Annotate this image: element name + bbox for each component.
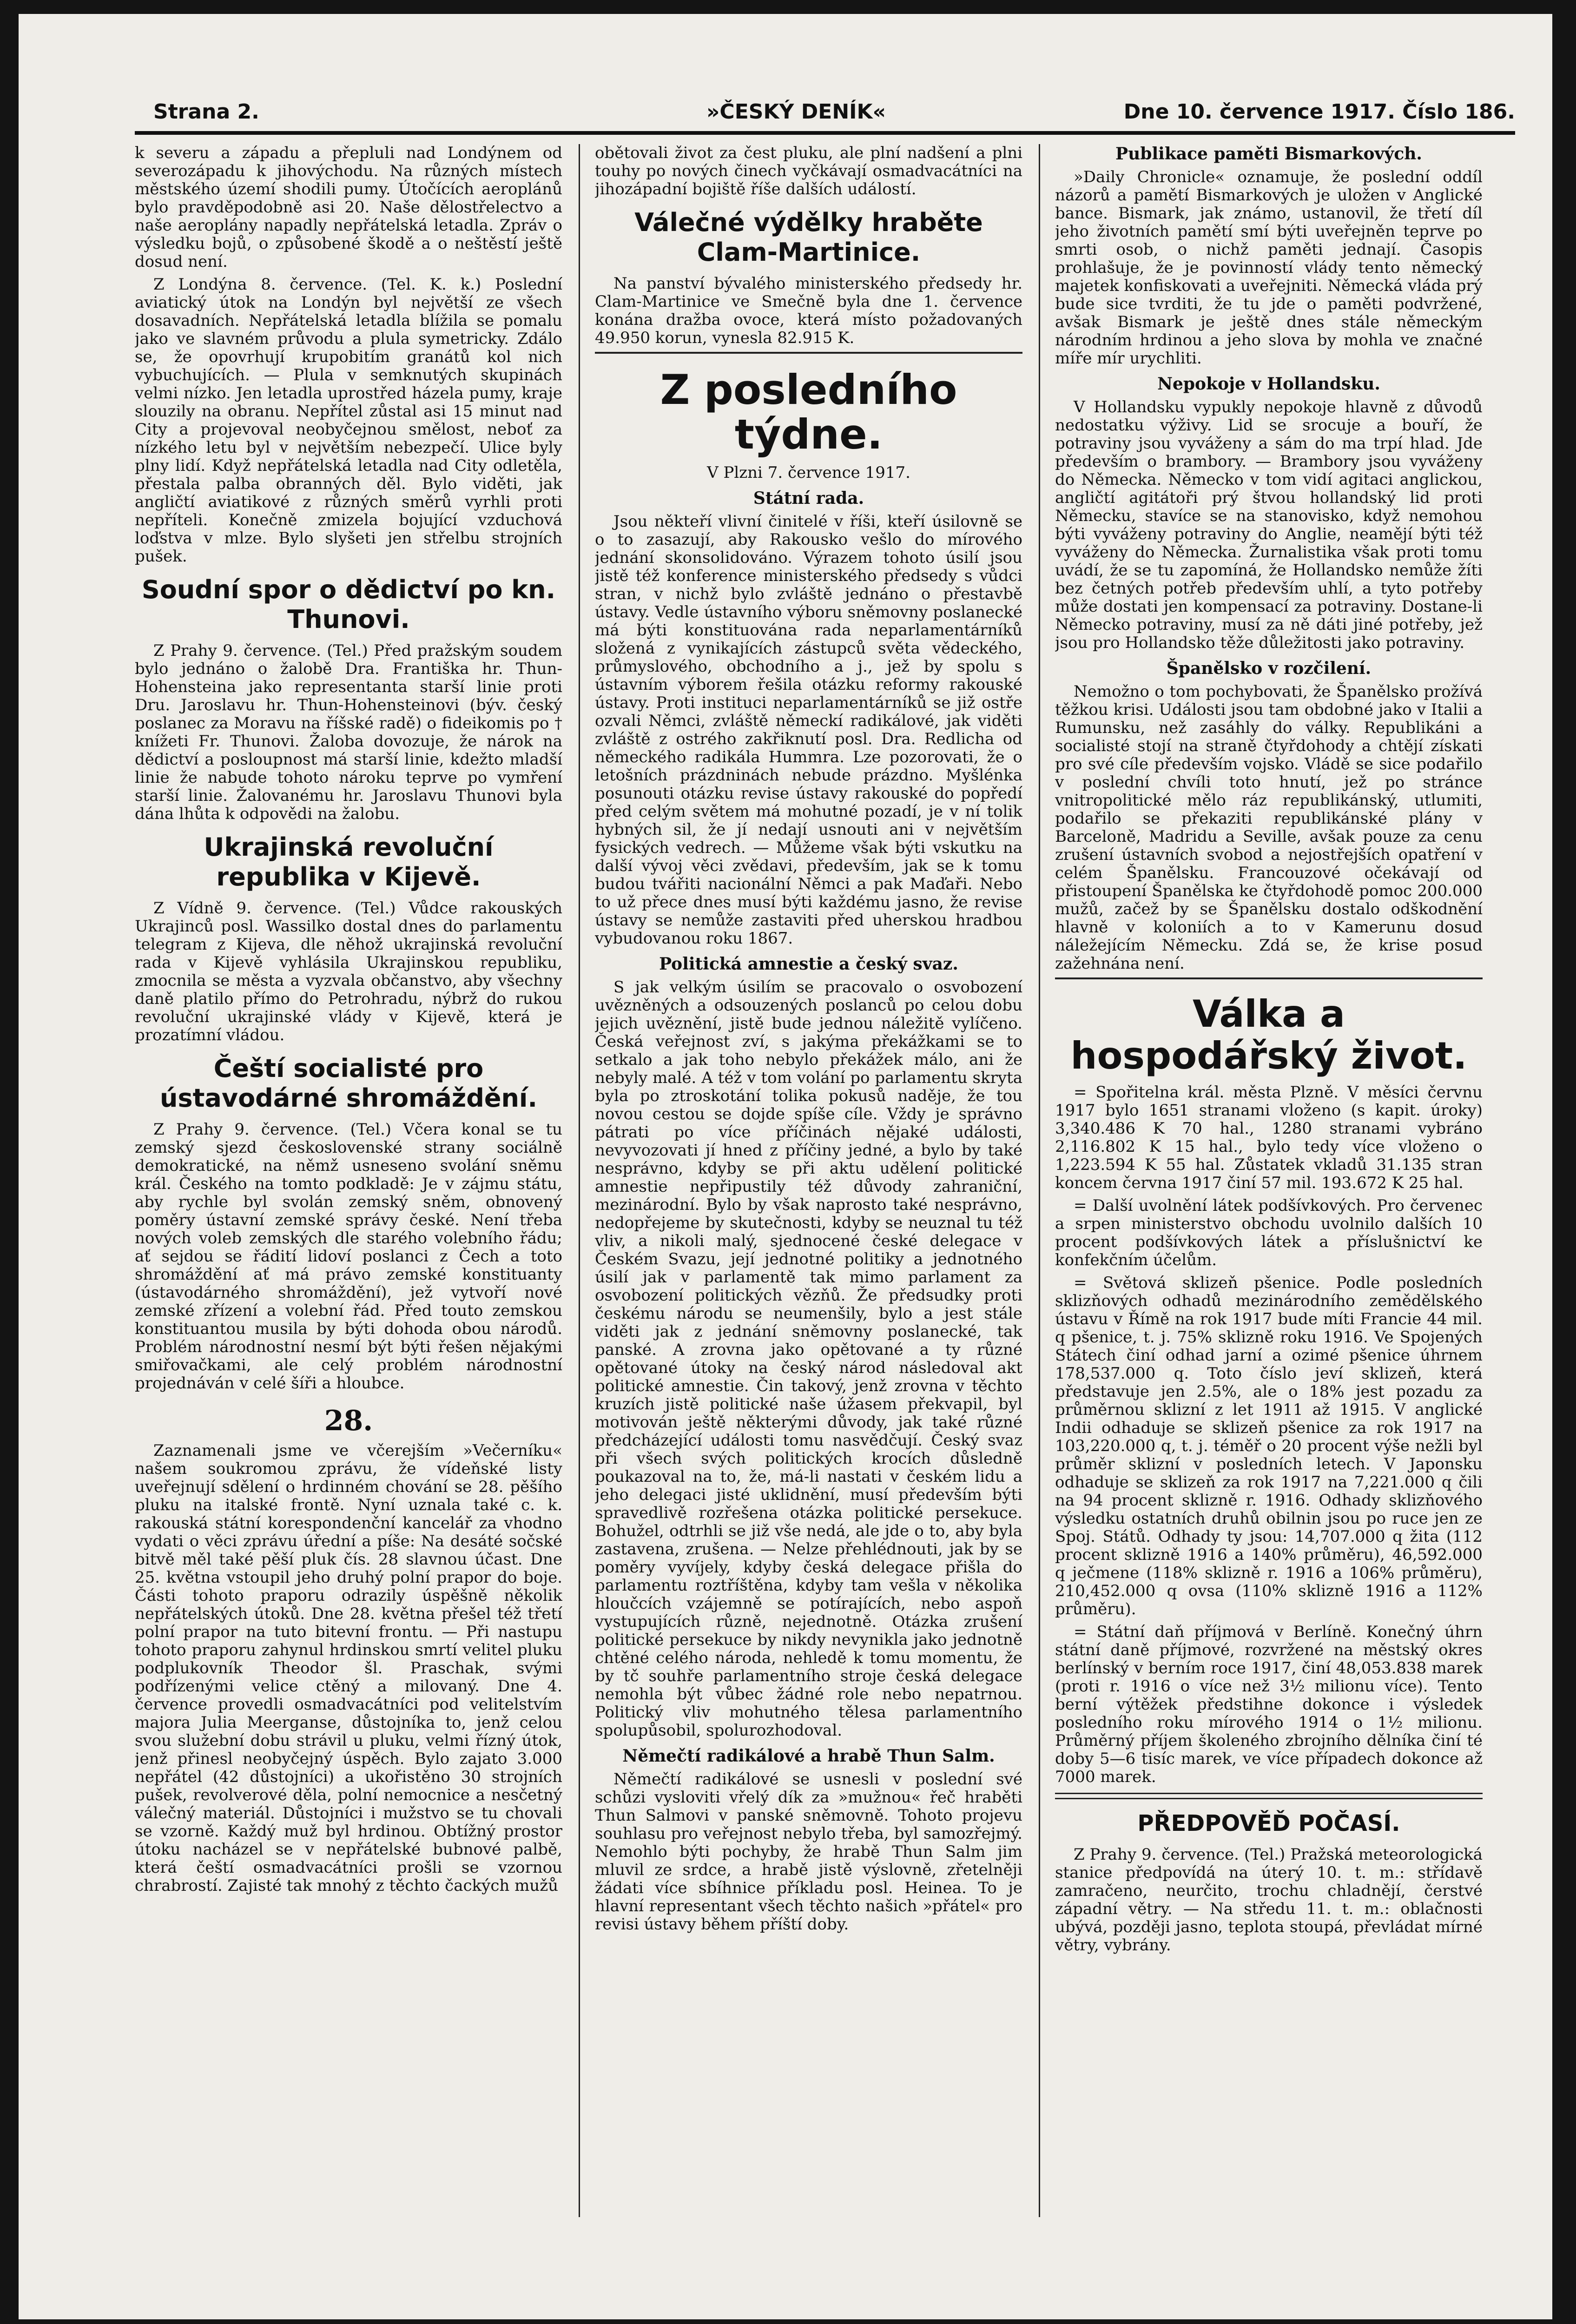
article-paragraph: V Hollandsku vypukly nepokoje hlavně z důvodů nedostatku výživy. Lid se srocuje a bouří, že potraviny jsou vyváženy a sám do ma trpí hlad. Jde především o brambory. — Brambory jsou vyváženy do Německa. Německo v tom vidí agitaci anglickou, angličtí agitátoři prý štvou hollandský lid proti Německu, stavíce se na stanovisko, když nemohou býti vyváženy potraviny do Anglie, neamějí býti též vyváženy do Německa. Žurnalistika však proti tomu uvádí, že se tu zapomíná, že Hollandsko nemůže žíti bez četných potřeb především uhlí, a tyto potřeby může dostati jen kompensací za potraviny. Dostane-li Německo potraviny, musí za ně dáti jiné potřeby, jež jsou pro Hollandsko těže důležitosti jako potraviny. [1055, 398, 1483, 652]
article-paragraph: = Spořitelna král. města Plzně. V měsíci červnu 1917 bylo 1651 stranami vloženo (s kapit. úroky) 3,340.486 K 70 hal., 1280 stranami vybráno 2,116.802 K 15 hal., bylo tedy více vloženo o 1,223.594 K 55 hal. Zůstatek vkladů 31.135 stran koncem června 1917 činí 57 mil. 193.672 K 25 hal. [1055, 1083, 1483, 1192]
header-rule [135, 131, 1515, 135]
newspaper-title: »ČESKÝ DENÍK« [706, 100, 886, 124]
dateline: V Plzni 7. července 1917. [707, 463, 910, 482]
article-paragraph: Zaznamenali jsme ve včerejším »Večerníku« našem soukromou zprávu, že vídeňské listy uveřejnují sdělení o hrdinném chování se 28. pěšího pluku na italské frontě. Nyní uznala také c. k. rakouská státní korespondenční kancelář za vhodno vydati o věci zprávu úřední a píše: Na desáté sočské bitvě měl také pěší pluk čís. 28 slavnou účast. Dne 25. května vstoupil jeho druhý polní prapor do boje. Části tohoto praporu odrazily úspěšně několik nepřátelských útoků. Dne 28. května přešel též třetí polní prapor na tuto bitevní frontu. — Při nastupu tohoto praporu zahynul hrdinskou smrtí velitel pluku podplukovník Theodor šl. Praschak, svými podřízenými velice ctěný a milovaný. Dne 4. července provedli osmadvacátníci pod velitelstvím majora Julia Meerganse, důstojníka to, jenž celou svou služební dobu strávil u pluku, velmi řízný útok, jenž přinesl neobyčejný úspěch. Bylo zajato 3.000 nepřátel (42 důstojníci) a ukořistěno 30 strojních pušek, revolverové děla, polní nemocnice a nesčetný válečný materiál. Důstojníci i mužstvo se tu chovali se vzorně. Každý muž byl hrdinou. Obtížný prostor útoku nacházel se v nepřátelské bubnové palbě, která čeští osmadvacátníci prošli se vzornou chrabrostí. Zajisté tak mnohý z těchto čackých mužů [135, 1441, 562, 1895]
column-2 [595, 144, 1022, 2212]
headline-czech-socialists: Čeští socialisté pro ústavodárné shromáždění. [160, 1054, 537, 1113]
subheading-amnesty: Politická amnestie a český svaz. [659, 954, 958, 974]
headline-weather: PŘEDPOVĚĎ POČASÍ. [1137, 1810, 1400, 1836]
article-paragraph: Z Vídně 9. července. (Tel.) Vůdce rakouských Ukrajinců posl. Wassilko dostal dnes do parlamentu telegram z Kijeva, dle něhož ukrajinská revoluční rada v Kijevě vyhlásila Ukrajinskou republiku, zmocnila se města a vyzvala občanstvo, aby všechny daně platilo přímo do Petrohradu, nýbrž do rukou revoluční ukrajinské vlády v Kijevě, která je prozatímní vládou. [135, 899, 562, 1044]
article-paragraph: S jak velkým úsilím se pracovalo o osvobození uvězněných a odsouzených poslanců po celou dobu jejich uvěznění, jistě bude jednou náležitě vylíčeno. Česká veřejnost zví, s jakýma překážkami se to setkalo a jak toho nebylo překážek málo, ani že nebyly malé. A též v tom volání po parlamentu skryta byla po ztroskotání tolika pokusů naděje, že tou novou cestou se dojde spíše cíle. Vždy je správno pátrati po více příčinách nějaké události, nevyvozovati jí hned z příčiny jedné, a bylo by také nesprávno, kdyby se při aktu udělení politické amnestie nepřipustily též důvody zahraniční, mezinárodní. Bylo by však naprosto také nesprávno, nedopřejeme by skutečnosti, kdyby se neuznal tu též vliv, a nikoli malý, sjednocené české delegace v Českém Svazu, její jednotné politiky a jednotného úsilí jak v parlamentě tak mimo parlament za osvobození politických vězňů. Že předsudky proti českému národu se neumenšily, bylo a jest stále viděti jak z jednání sněmovny poslanecké, tak panské. A zrovna jako opětované a ty různé opětované útoky na český národ následoval akt politické amnestie. Čin takový, jenž zrovna v těchto kruzích jistě politické naše úžasem překvapil, byl motivován ještě některými důvody, jak také různé předcházející události tomu nasvědčují. Český svaz při všech svých politických krocích důsledně poukazoval na to, že, má-li nastati v českém lidu a jeho delegaci jisté uklidnění, musí především býti spravedlivě rozřešena otázka politické persekuce. Bohužel, odtrhli se již vše nedá, ale jde o to, aby byla zastavena, zrušena. — Nelze přehlédnouti, jak by se poměry vyvíjely, kdyby česká delegace přišla do parlamentu roztříštěna, kdyby tam vešla v několika hloučcích vzájemně se potírajících, nebo aspoň vystupujících různě, nejednotně. Otázka zrušení politické persekuce by nikdy nevynikla jako jednotně chtěné celého národa, nehledě k tomu momentu, že by tč souhře parlamentního stroje česká delegace nemohla být vůbec žádné role nebo nepatrnou. Politický vliv mohutného tělesa parlamentního spolupůsobil, spolurozhodoval. [595, 978, 1022, 1740]
article-paragraph: = Další uvolnění látek podšívkových. Pro červenec a srpen ministerstvo obchodu uvolnilo dalších 10 procent podšívkových látek a příslušnictví ke konfekčním účelům. [1055, 1196, 1483, 1269]
article-paragraph: Z Prahy 9. července. (Tel.) Včera konal se tu zemský sjezd československé strany sociálně demokratické, na němž usneseno svolání sněmu král. Českého na tomto podkladě: Je v zájmu státu, aby rychle byl svolán zemský sněm, obnovený poměry ústavní zemské správy české. Není třeba nových voleb zemských dle starého volebního řádu; ať sejdou se řádití lidoví poslanci z Čech a toto shromáždění ať má právo zemské konstituanty (ústavodárného shromáždění), jež vytvoří nové zemské zřízení a volební řád. Před touto zemskou konstituantou musila by býti dohoda obou národů. Problém národnostní nesmí být býti řešen nějakými smiřovačkami, ale celý problém národnostní projednáván v celé šíři a hloubce. [135, 1120, 562, 1393]
headline-clam-martinic: Válečné výdělky hraběte Clam-Martinice. [634, 208, 983, 267]
section-divider [1055, 1793, 1483, 1799]
headline-thun-inheritance: Soudní spor o dědictví po kn. Thunovi. [141, 575, 556, 634]
page-number: Strana 2. [153, 100, 259, 124]
subheading-german-radicals: Němečtí radikálové a hrabě Thun Salm. [622, 1746, 995, 1766]
subheading-holland: Nepokoje v Hollandsku. [1157, 374, 1380, 394]
article-paragraph: Na panství bývalého ministerského předsedy hr. Clam-Martinice ve Smečně byla dne 1. července konána dražba ovoce, která místo požadovaných 49.950 korun, vynesla 82.915 K. [595, 274, 1022, 347]
page-header [135, 100, 1515, 128]
article-paragraph: obětovali život za čest pluku, ale plní nadšení a plni touhy po nových činech vyčkávají osmadvacátníci na jihozápadní bojiště říše dalších událostí. [595, 144, 1022, 198]
article-paragraph: Jsou někteří vlivní činitelé v říši, kteří úsilovně se o to zasazují, aby Rakousko vešlo do mírového jednání skonsolidováno. Výrazem tohoto úsilí jsou jistě též konference ministerského předsedy s vůdci stran, v nichž bylo zvláště jednáno o přestavbě ústavy. Vedle ústavního výboru sněmovny poslanecké má býti konstituována rada neparlamentárníků složená z vynikajících zástupců světa vědeckého, průmyslového, obchodního a j., jež by spolu s ústavním výborem řešila otázku reformy rakouské ústavy. Proti instituci neparlamentárníků se již ostře ozvali Němci, zvláště německí radikálové, jak viděti zvláště z ostrého zakřiknutí posl. Dra. Redlicha od německého radikála Hummra. Lze pozorovati, že o letošních prázdninách nebude prázdno. Myšlénka posunouti otázku revise ústavy rakouské do popředí před celým světem má mohutné pozadí, je v ní tolik hybných sil, že jí nedají usnouti ani v největším fysických vedrech. — Můžeme však býti vskutku na další vývoj věci zvědavi, především, jak se k tomu budou tvářiti nacionální Němci a pak Maďaři. Nebo to už přece dnes musí býti každému jasno, že revise ústavy se nemůže zastaviti před uherskou hradbou vybudovanou roku 1867. [595, 512, 1022, 948]
article-paragraph: »Daily Chronicle« oznamuje, že poslední oddíl názorů a pamětí Bismarkových je uložen v Anglické bance. Bismark, jak známo, ustanovil, že třetí díl jeho životních pamětí smí býti uveřejněn teprve po smrti osob, o nichž paměti jednají. Časopis prohlašuje, že je povinností vlády tento německý majetek konfiskovati a uveřejniti. Německá vláda prý bude sice tvrditi, že tu jde o paměti podvržené, avšak Bismark je ještě dnes stále německým národním hrdinou a jeho slova by mohla ve značné míře mír urychliti. [1055, 168, 1483, 368]
article-paragraph: Z Prahy 9. července. (Tel.) Před pražským soudem bylo jednáno o žalobě Dra. Františka hr. Thun-Hohensteina jako representanta starší linie proti Dru. Jaroslavu hr. Thun-Hohensteinovi (býv. český poslanec za Moravu na říšské radě) o fideikomis po † knížeti Fr. Thunovi. Žaloba dovozuje, že nárok na dědictví a posloupnost má starší linie, kdežto mladší linie že nabude tohoto nároku teprve po vymření starší linie. Žalovanému hr. Jaroslavu Thunovi byla dána lhůta k odpovědi na žalobu. [135, 641, 562, 823]
headline-war-economy: Válka a hospodářský život. [1070, 992, 1467, 1077]
article-paragraph: Němečtí radikálové se usnesli v poslední své schůzi vysloviti vřelý dík za »mužnou« řeč hraběti Thun Salmovi v panské sněmovně. Tohoto projevu souhlasu pro veřejnost nebylo třeba, byl samozřejmý. Nemohlo býti pochyby, že hrabě Thun Salm jim mluvil ze srdce, a hrabě jistě výslovně, zřetelněji žádati více sbíhnice příkladu posl. Heinea. To je hlavní representant všech těchto našich »přátel« pro revisi ústavy během příští doby. [595, 1770, 1022, 1934]
column-separator [1039, 144, 1040, 2217]
article-paragraph: Z Londýna 8. července. (Tel. K. k.) Poslední aviatický útok na Londýn byl největší ze všech dosavadních. Nepřátelská letadla blížila se pomalu jako ve slavném průvodu a plula symetricky. Zdálo se, že opovrhují krupobitím granátů kol nich vybuchujících. — Plula v semknutých skupinách velmi nízko. Jen letadla uprostřed házela pumy, kraje slouzily na obranu. Nepřítel zůstal asi 15 minut nad City a projevoval neobyčejnou smělost, neboť za nízkého letu byl v největším nebezpečí. Ulice byly plny lidí. Když nepřátelská letadla nad City odletěla, přestala palba obranných děl. Bylo viděti, jak angličtí aviatikové z různých směrů vyrhli proti nepříteli. Konečně zmizela bojující vzduchová loďstva v mlze. Bylo slyšeti jen střelbu strojních pušek. [135, 275, 562, 566]
column-1 [135, 144, 562, 2212]
article-paragraph: = Světová sklizeň pšenice. Podle posledních sklizňových odhadů mezinárodního zemědělského ústavu v Římě na rok 1917 bude míti Francie 44 mil. q pšenice, t. j. 75% sklizně roku 1916. Ve Spojených Státech činí odhad jarní a ozimé pšenice úhrnem 178,537.000 q. Toto číslo jeví sklizeň, která představuje jen 2.5%, ale o 18% jest pozadu za průměrnou sklizní z let 1911 až 1915. V anglické Indii odhaduje se sklizeň pšenice za rok 1917 na 103,220.000 q, t. j. téměř o 20 procent výše nežli byl průměr sklizní v posledních letech. V Japonsku odhaduje se sklizeň za rok 1917 na 7,221.000 q čili na 94 procent sklizně r. 1916. Odhady sklizňového výsledku ostatních druhů obilnin jsou po ruce jen ze Spoj. Států. Odhady ty jsou: 14,707.000 q žita (112 procent sklizně 1916 a 140% průměru), 46,592.000 q ječmene (118% sklizně r. 1916 a 106% průměru), 210,452.000 q ovsa (110% sklizně 1916 a 112% průměru). [1055, 1274, 1483, 1618]
subheading-state-council: Státní rada. [753, 489, 864, 508]
subheading-spain: Španělsko v rozčilení. [1166, 659, 1372, 678]
column-3 [1055, 144, 1483, 2212]
article-paragraph: Nemožno o tom pochybovati, že Španělsko prožívá těžkou krisi. Události jsou tam obdobné jako v Italii a Rumunsku, než zasáhly do války. Republikáni a socialisté stojí na straně čtyřdohody a chtějí získati pro své cíle především vojsko. Vládě se sice podařilo v poslední chvíli toto hnutí, jež po stránce vnitropolitické mělo ráz republikánský, utlumiti, podařilo se překaziti republikánské plány v Barceloně, Madridu a Seville, avšak pouze za cenu zrušení ústavních svobod a nejostřejších opatření v celém Španělsku. Francouzové očekávají od přistoupení Španělska ke čtyřdohodě pomoc 200.000 mužů, začež by se Španělsku dostalo odškodnění hlavně v koloniích a to v Kamerunu dosud náležejícím Německu. Zdá se, že krise posud zažehnána není. [1055, 682, 1483, 973]
article-paragraph: = Státní daň příjmová v Berlíně. Konečný úhrn státní daně příjmové, rozvržené na městský okres berlínský v berním roce 1917, činí 48,053.838 marek (proti r. 1916 o více než 3½ milionu více). Tento berní výtěžek předstihne dokonce i výsledek posledního roku mírového 1914 o 1½ milionu. Průměrný příjem školeného zbrojního dělníka činí té doby 5—6 tisíc marek, ve více případech dokonce až 7000 marek. [1055, 1623, 1483, 1786]
headline-regiment-28: 28. [324, 1405, 373, 1437]
column-separator [579, 144, 580, 2217]
headline-last-week: Z posledního týdne. [660, 366, 957, 458]
article-paragraph: k severu a západu a přepluli nad Londýnem od severozápadu k jihovýchodu. Na různých místech městského území shodili pumy. Útočících aeroplánů bylo pravděpodobně asi 20. Naše dělostřelectvo a naše aeroplány napadly nepřátelská letadla. Zpráv o výsledku bojů, o způsobené škodě a o neštěstí ještě dosud není. [135, 144, 562, 271]
article-paragraph: Z Prahy 9. července. (Tel.) Pražská meteorologická stanice předpovídá na úterý 10. t. m.: střídavě zamračeno, neurčito, trochu chladnějí, čerstvé západní větry. — Na středu 11. t. m.: oblačnosti ubývá, později jasno, teplota stoupá, převládat mírné větry, vybrány. [1055, 1845, 1483, 1954]
issue-date-number: Dne 10. července 1917. Číslo 186. [1123, 100, 1515, 124]
section-divider [1055, 977, 1483, 979]
subheading-bismarck: Publikace paměti Bismarkových. [1115, 144, 1422, 164]
section-divider [595, 352, 1022, 354]
headline-ukrainian-republic: Ukrajinská revoluční republika v Kijevě. [204, 832, 494, 891]
